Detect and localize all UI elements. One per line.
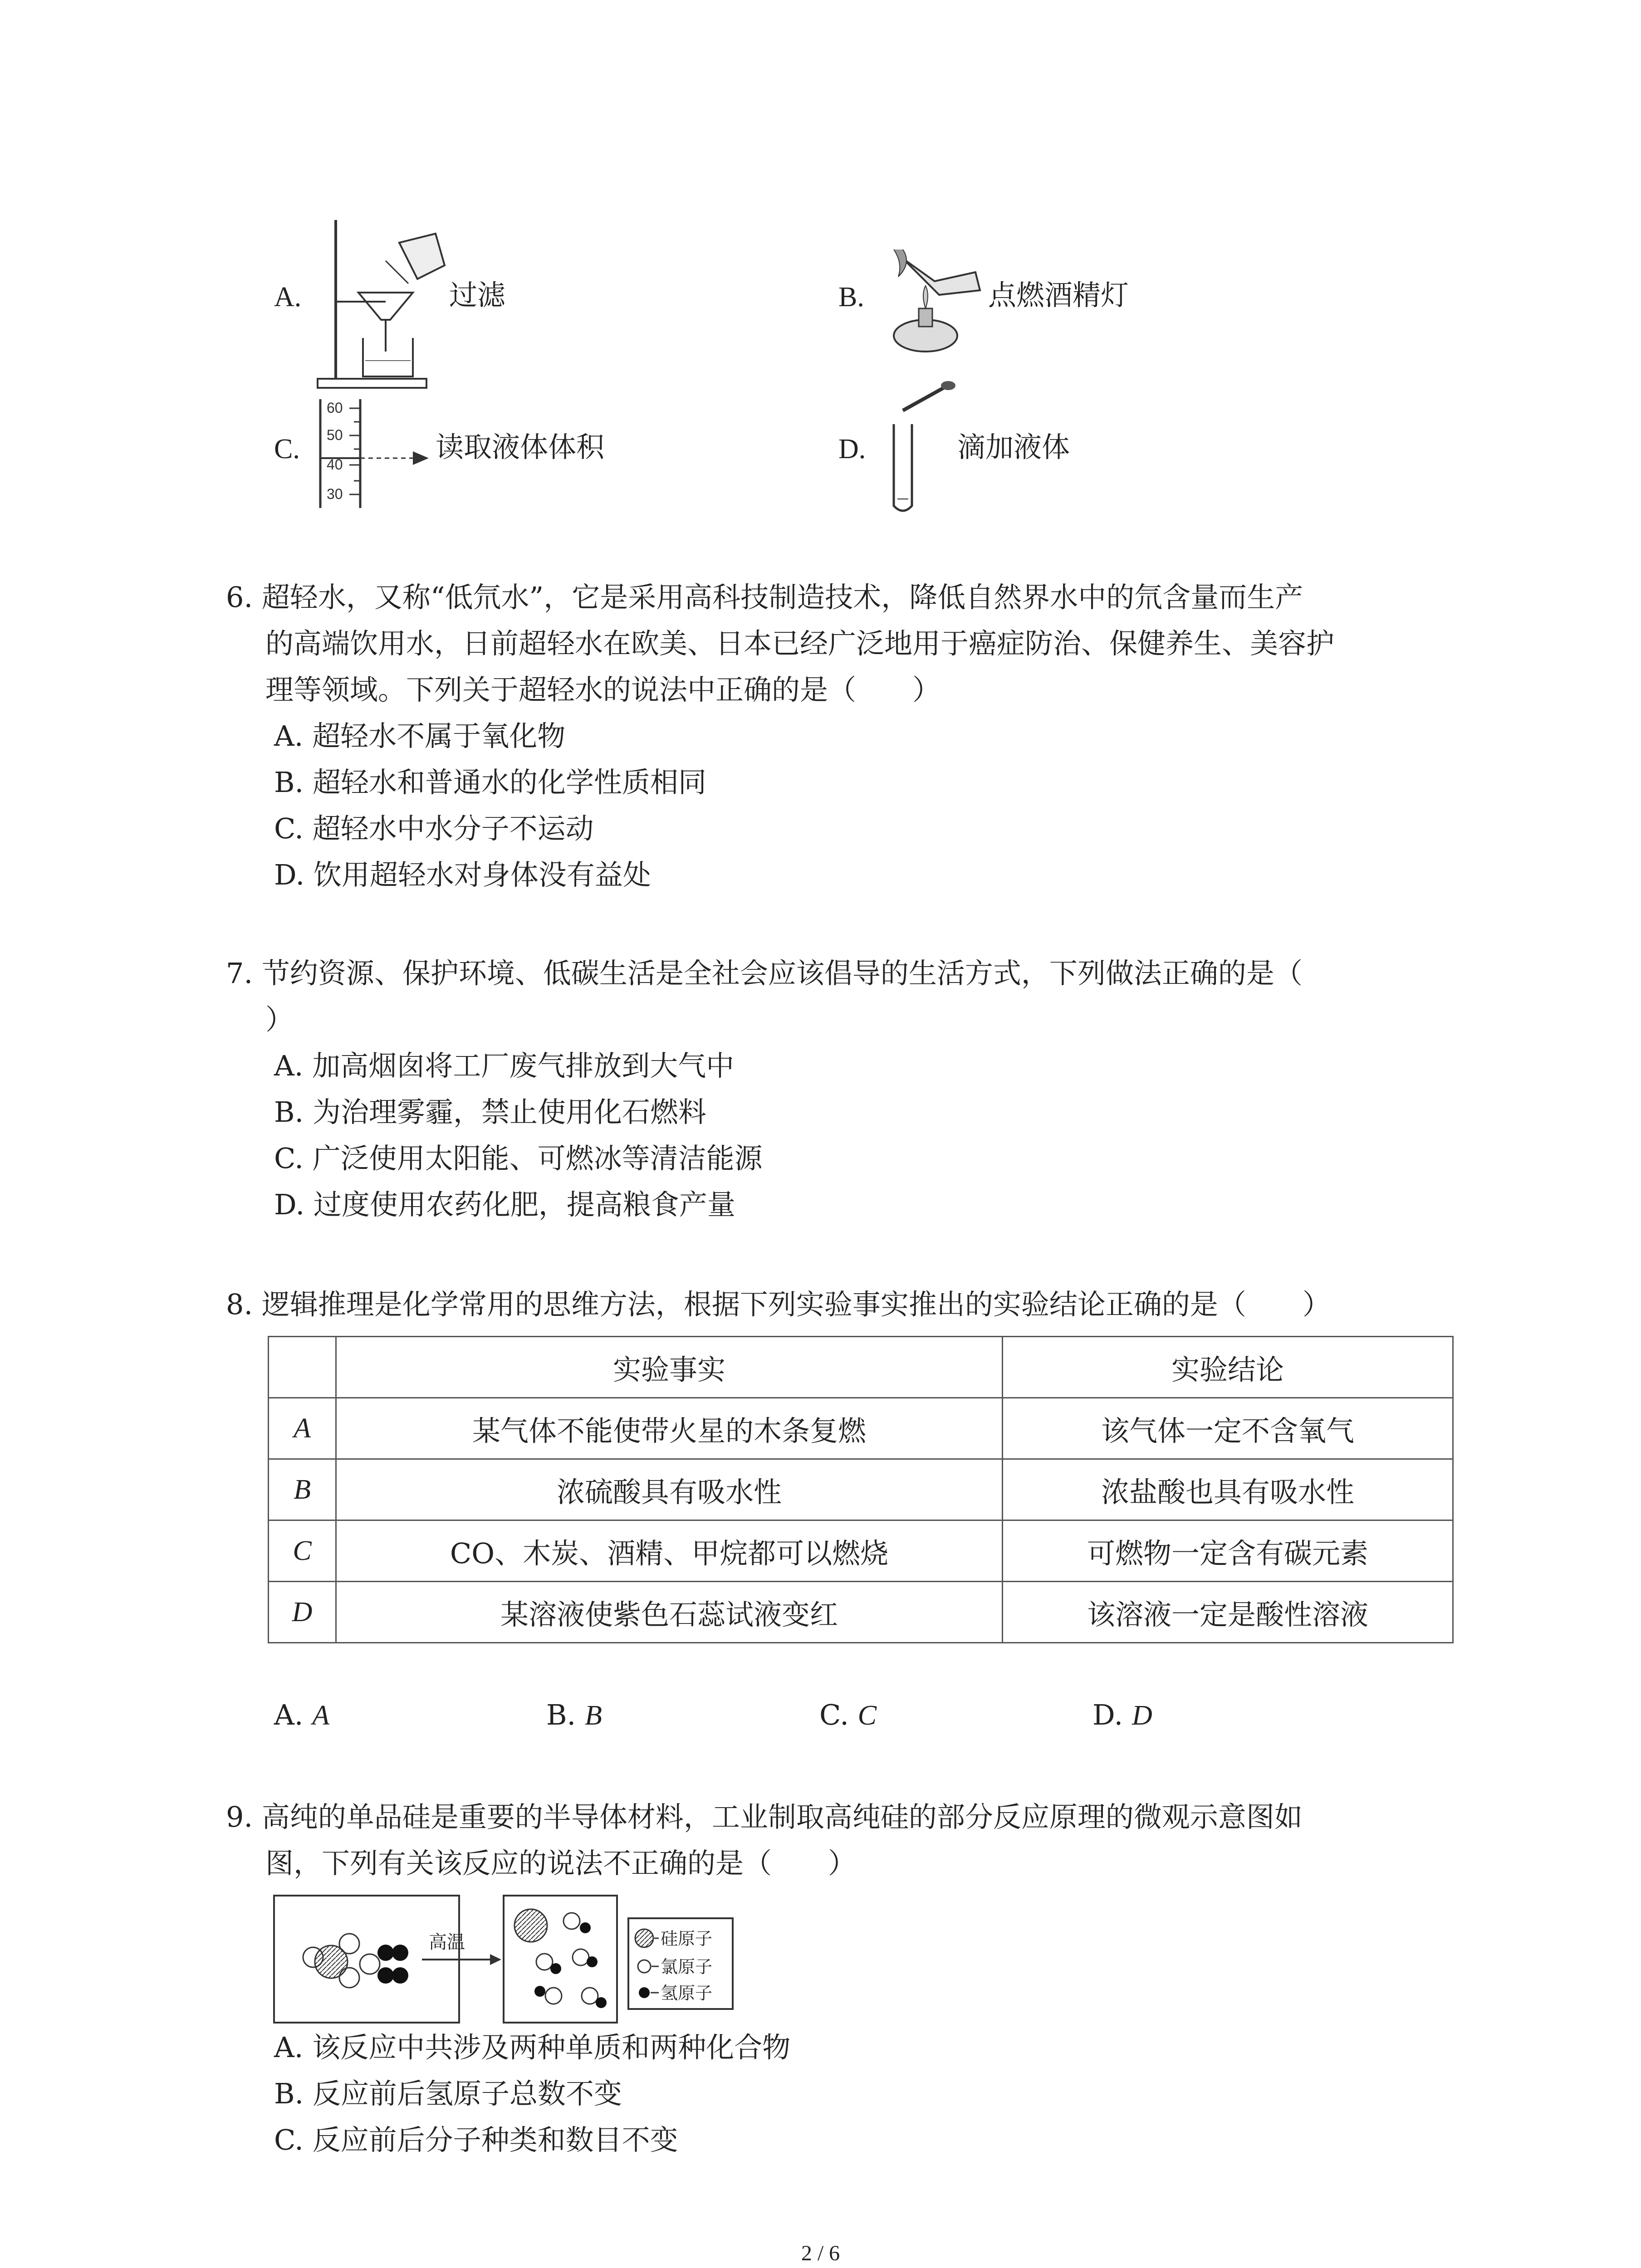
silicon-atom-icon bbox=[635, 1929, 653, 1947]
option-value: A bbox=[312, 1700, 330, 1731]
q6-stem-line-3: 理等领域。下列关于超轻水的说法中正确的是（ ） bbox=[265, 673, 941, 706]
q8-facts-table bbox=[268, 1336, 1454, 1643]
chlorine-atom-icon bbox=[638, 1960, 651, 1973]
lighting-alcohol-lamp-figure bbox=[885, 245, 989, 358]
q8-stem: 8. 逻辑推理是化学常用的思维方法，根据下列实验事实推出的实验结论正确的是（ ） bbox=[226, 1288, 1331, 1321]
table-header-cell: 实验结论 bbox=[1003, 1337, 1453, 1398]
tick-60: 60 bbox=[327, 400, 343, 416]
option-value: C bbox=[857, 1700, 877, 1731]
option-letter: A. bbox=[274, 1698, 304, 1731]
table-cell: 该溶液一定是酸性溶液 bbox=[1003, 1582, 1453, 1643]
table-row bbox=[269, 1520, 1453, 1582]
table-cell: 该气体一定不含氧气 bbox=[1003, 1398, 1453, 1459]
graduated-cylinder-figure bbox=[318, 395, 431, 513]
q7-option-d: D. 过度使用农药化肥，提高粮食产量 bbox=[274, 1188, 735, 1221]
q8-option-a bbox=[274, 1698, 330, 1731]
option-d-text: 滴加液体 bbox=[957, 430, 1070, 464]
tick-50: 50 bbox=[327, 427, 343, 443]
reaction-micro-diagram bbox=[272, 1894, 966, 2025]
q6-option-b: B. 超轻水和普通水的化学性质相同 bbox=[274, 766, 706, 799]
option-letter: D. bbox=[1092, 1698, 1123, 1731]
q9-stem-line-1: 9. 高纯的单品硅是重要的半导体材料，工业制取高纯硅的部分反应原理的微观示意图如 bbox=[226, 1800, 1303, 1833]
option-a-text: 过滤 bbox=[449, 279, 506, 312]
q8-option-b bbox=[546, 1698, 602, 1731]
table-cell: D bbox=[269, 1582, 336, 1643]
q6-stem-line-2: 的高端饮用水，日前超轻水在欧美、日本已经广泛地用于癌症防治、保健养生、美容护 bbox=[265, 627, 1335, 660]
legend-chlorine: 氯原子 bbox=[661, 1957, 713, 1977]
option-value: D bbox=[1132, 1700, 1152, 1731]
table-cell: 浓硫酸具有吸水性 bbox=[336, 1459, 1003, 1520]
option-letter: C. bbox=[819, 1698, 849, 1731]
q9-option-b: B. 反应前后氢原子总数不变 bbox=[274, 2077, 622, 2110]
table-header-cell bbox=[269, 1337, 336, 1398]
table-cell: C bbox=[269, 1520, 336, 1582]
q9-option-c: C. 反应前后分子种类和数目不变 bbox=[274, 2123, 678, 2156]
q7-stem-line-2: ） bbox=[265, 1003, 294, 1036]
q6-option-d: D. 饮用超轻水对身体没有益处 bbox=[274, 858, 651, 891]
q7-stem-line-1: 7. 节约资源、保护环境、低碳生活是全社会应该倡导的生活方式，下列做法正确的是（ bbox=[226, 957, 1303, 990]
table-header-cell: 实验事实 bbox=[336, 1337, 1003, 1398]
arrow-label: 高温 bbox=[429, 1932, 465, 1953]
table-cell: 可燃物一定含有碳元素 bbox=[1003, 1520, 1453, 1582]
table-row bbox=[269, 1582, 1453, 1643]
dropping-liquid-figure bbox=[885, 383, 966, 519]
table-row bbox=[269, 1459, 1453, 1520]
q9-option-a: A. 该反应中共涉及两种单质和两种化合物 bbox=[274, 2031, 791, 2064]
tick-30: 30 bbox=[327, 486, 343, 502]
option-c-text: 读取液体体积 bbox=[436, 430, 605, 464]
table-cell: 某溶液使紫色石蕊试液变红 bbox=[336, 1582, 1003, 1643]
option-value: B bbox=[585, 1700, 602, 1731]
q8-option-d bbox=[1092, 1698, 1152, 1731]
q6-option-a: A. 超轻水不属于氧化物 bbox=[274, 719, 566, 753]
q8-option-c bbox=[819, 1698, 877, 1731]
option-b-text: 点燃酒精灯 bbox=[988, 279, 1129, 312]
table-header-row bbox=[269, 1337, 1453, 1398]
q9-stem-line-2: 图，下列有关该反应的说法不正确的是（ ） bbox=[265, 1847, 857, 1880]
q7-option-c: C. 广泛使用太阳能、可燃冰等清洁能源 bbox=[274, 1142, 763, 1175]
table-cell: 浓盐酸也具有吸水性 bbox=[1003, 1459, 1453, 1520]
silicon-atom bbox=[315, 1945, 348, 1978]
table-cell: 某气体不能使带火星的木条复燃 bbox=[336, 1398, 1003, 1459]
table-row bbox=[269, 1398, 1453, 1459]
q6-option-c: C. 超轻水中水分子不运动 bbox=[274, 812, 594, 845]
option-b-letter: B. bbox=[838, 282, 864, 313]
option-letter: B. bbox=[546, 1698, 576, 1731]
q6-stem-line-1: 6. 超轻水，又称“低氘水”，它是采用高科技制造技术，降低自然界水中的氘含量而生产 bbox=[226, 581, 1303, 614]
legend-silicon: 硅原子 bbox=[661, 1929, 713, 1949]
option-d-letter: D. bbox=[838, 434, 866, 464]
q7-option-b: B. 为治理雾霾，禁止使用化石燃料 bbox=[274, 1095, 706, 1129]
page-number: 2 / 6 bbox=[801, 2241, 840, 2265]
legend-hydrogen: 氢原子 bbox=[661, 1983, 713, 2003]
table-cell: CO、木炭、酒精、甲烷都可以燃烧 bbox=[336, 1520, 1003, 1582]
tick-40: 40 bbox=[327, 456, 343, 473]
option-a-letter: A. bbox=[274, 282, 302, 313]
option-c-letter: C. bbox=[274, 434, 300, 464]
table-cell: B bbox=[269, 1459, 336, 1520]
table-cell: A bbox=[269, 1398, 336, 1459]
q7-option-a: A. 加高烟囱将工厂废气排放到大气中 bbox=[274, 1049, 735, 1082]
hydrogen-atom-icon bbox=[639, 1987, 650, 1998]
filtration-apparatus-figure bbox=[309, 215, 454, 392]
